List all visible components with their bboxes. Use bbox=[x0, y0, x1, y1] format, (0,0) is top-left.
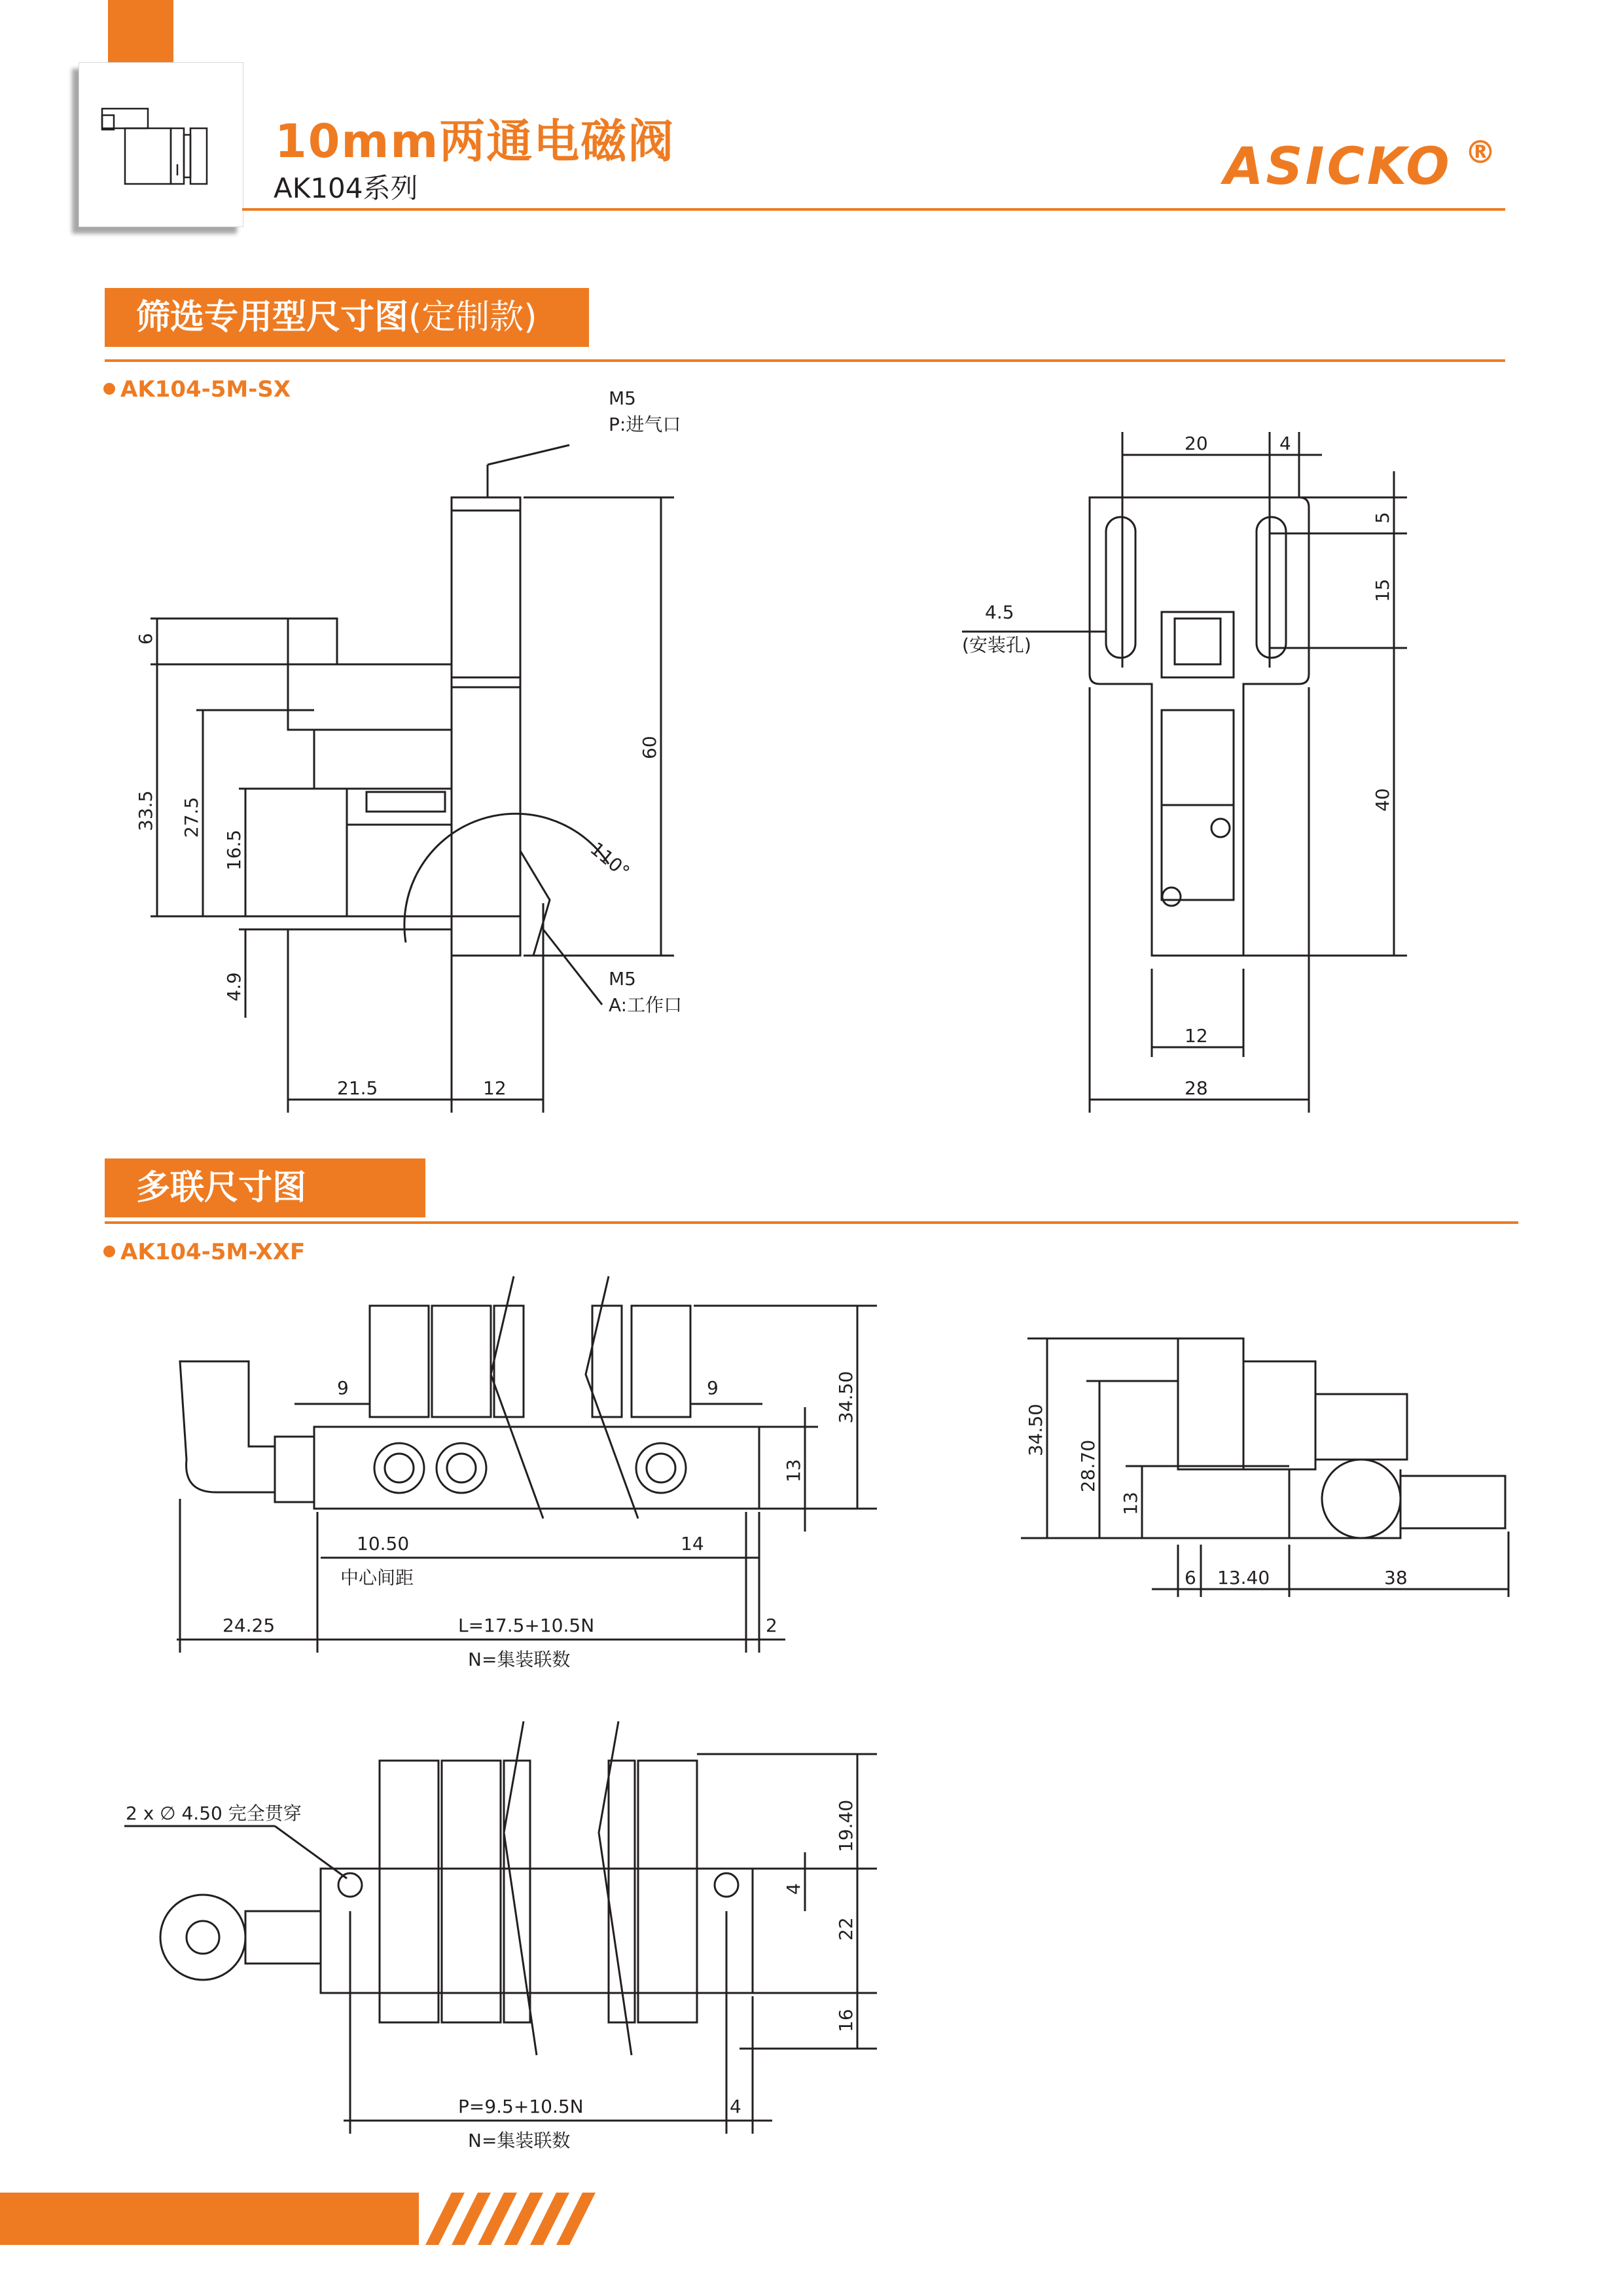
multi-dim-10.50: 10.50 bbox=[357, 1533, 410, 1554]
multi-top-n-label: N=集装联数 bbox=[468, 2130, 571, 2151]
multi-top-dim-4: 4 bbox=[730, 2096, 741, 2117]
page-subtitle: AK104系列 bbox=[274, 172, 418, 204]
sx-port-top-2: P:进气口 bbox=[609, 414, 681, 435]
section-rule-sx bbox=[105, 359, 1505, 362]
sx-dim-60: 60 bbox=[639, 736, 660, 759]
multi-dim-L: L=17.5+10.5N bbox=[458, 1615, 595, 1636]
sx-angle: 110° bbox=[586, 838, 634, 883]
sx-hole-1: 4.5 bbox=[985, 601, 1014, 623]
multi-top-hole-note: 2 x ∅ 4.50 完全贯穿 bbox=[126, 1803, 302, 1824]
sx-front-dim-20: 20 bbox=[1185, 433, 1208, 454]
sx-dim-27.5: 27.5 bbox=[181, 797, 202, 838]
multi-top-22: 22 bbox=[835, 1917, 857, 1941]
section-heading-multi bbox=[105, 1158, 425, 1217]
multi-side-38: 38 bbox=[1384, 1567, 1408, 1588]
product-thumbnail bbox=[79, 62, 243, 227]
multi-dim-2: 2 bbox=[766, 1615, 777, 1636]
multi-top-16: 16 bbox=[835, 2009, 857, 2032]
drawing-multi bbox=[0, 1244, 1623, 2199]
multi-dim-34.50: 34.50 bbox=[835, 1371, 857, 1424]
multi-dim-9-right: 9 bbox=[707, 1377, 719, 1399]
footer-stripe bbox=[0, 2193, 1623, 2245]
brand-registered-mark: ® bbox=[1465, 134, 1496, 171]
sx-dim-12: 12 bbox=[483, 1077, 507, 1099]
top-accent-bar bbox=[108, 0, 173, 65]
multi-dim-13: 13 bbox=[783, 1459, 804, 1482]
multi-side-6: 6 bbox=[1185, 1567, 1196, 1588]
sx-port-top-1: M5 bbox=[609, 387, 636, 409]
sx-front-dim-5: 5 bbox=[1372, 512, 1393, 524]
sx-dim-6: 6 bbox=[135, 633, 156, 645]
multi-dim-14: 14 bbox=[681, 1533, 704, 1554]
sx-dim-33.5: 33.5 bbox=[135, 790, 156, 831]
multi-top-4: 4 bbox=[783, 1883, 804, 1895]
multi-dim-9-left: 9 bbox=[337, 1377, 349, 1399]
multi-side-34.50: 34.50 bbox=[1025, 1403, 1046, 1456]
sx-front-dim-28: 28 bbox=[1185, 1077, 1208, 1099]
valve-thumbnail-icon bbox=[79, 63, 243, 226]
page-title: 10mm两通电磁阀 bbox=[275, 115, 675, 168]
multi-side-13: 13 bbox=[1120, 1492, 1141, 1515]
sx-front-dim-12: 12 bbox=[1185, 1025, 1208, 1047]
sx-front-dim-40: 40 bbox=[1372, 788, 1393, 812]
multi-side-13.40: 13.40 bbox=[1217, 1567, 1270, 1588]
section-heading-sx-light: (定制款) bbox=[408, 298, 537, 337]
sx-port-bottom-1: M5 bbox=[609, 968, 636, 990]
multi-side-28.70: 28.70 bbox=[1077, 1439, 1099, 1492]
sx-dim-16.5: 16.5 bbox=[223, 829, 245, 870]
sx-hole-2: (安装孔) bbox=[962, 634, 1031, 656]
brand-logo: ASICKO bbox=[1224, 137, 1452, 196]
header-rule bbox=[242, 208, 1505, 211]
section-rule-multi bbox=[105, 1221, 1518, 1224]
multi-top-P: P=9.5+10.5N bbox=[458, 2096, 584, 2117]
multi-n-label: N=集装联数 bbox=[468, 1649, 571, 1670]
multi-pitch-label: 中心间距 bbox=[340, 1567, 414, 1588]
section-heading-multi-text: 多联尺寸图 bbox=[136, 1168, 307, 1208]
section-heading-sx bbox=[105, 288, 589, 347]
model-text-sx: AK104-5M-SX bbox=[120, 376, 291, 403]
sx-dim-21.5: 21.5 bbox=[337, 1077, 378, 1099]
multi-top-19.40: 19.40 bbox=[835, 1799, 857, 1852]
drawing-sx bbox=[0, 367, 1623, 1126]
sx-port-bottom-2: A:工作口 bbox=[609, 994, 683, 1016]
sx-front-dim-15: 15 bbox=[1372, 579, 1393, 602]
sx-front-dim-4: 4 bbox=[1279, 433, 1291, 454]
section-heading-sx-bold: 筛选专用型尺寸图 bbox=[136, 298, 409, 337]
model-text-multi: AK104-5M-XXF bbox=[120, 1239, 306, 1265]
multi-dim-24.25: 24.25 bbox=[223, 1615, 276, 1636]
sx-dim-4.9: 4.9 bbox=[223, 972, 245, 1001]
